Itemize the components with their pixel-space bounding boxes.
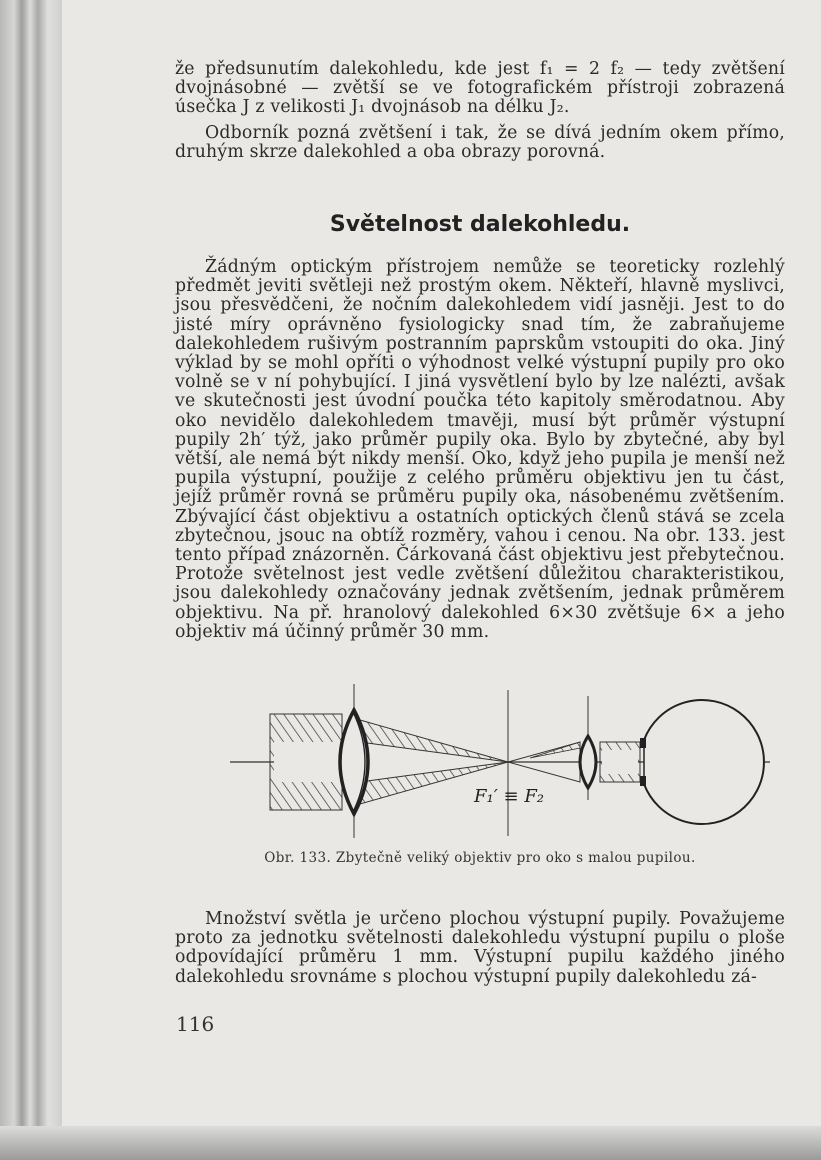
paragraph-main: Žádným optickým přístrojem nemůže se teoreticky rozlehlý předmět jeviti světleji než prostým okem. Někteří, hlavně myslivci, jsou přesvědčeni, že nočním dalekohledem vidí jasněji. Jest to do jisté míry oprávněno fysiologicky snad tím, že zabraňujeme dalekohledem rušivým postranním paprskům vstoupiti do oka. Jiný výklad by se mohl opříti o výhodnost velké výstupní pupily pro oko volně se v ní pohybující. I jiná vysvětlení bylo by lze nalézti, avšak ve skutečnosti jest úvodní poučka této kapitoly směrodatnou. Aby oko nevidělo dalekohledem tmavěji, musí být průměr výstupní pupily 2h′ týž, jako průměr pupily oka. Bylo by zbytečné, aby byl větší, ale nemá být nikdy menší. Oko, když jeho pupila je menší než pupila výstupní, použije z celého průměru objektivu jen tu část, jejíž průměr rovná se průměru pupily oka, násobenému zvětšením. Zbývající část objektivu a ostatních optických členů stává se zcela zbytečnou, jsouc na obtíž rozměry, vahou i cenou. Na obr. 133. jest tento případ znázorněn. Čárkovaná část objektivu jest přebytečnou. Protože světelnost jest vedle zvětšení důležitou charakteristikou, jsou dalekohledy označovány jednak zvětšením, jednak průměrem objektivu. Na př. hranolový dalekohled 6×30 zvětšuje 6× a jeho objektiv má účinný průměr 30 mm. — [175, 257, 785, 642]
focal-point-label: F₁′ ≡ F₂ — [474, 786, 545, 807]
beam-gap — [274, 742, 342, 782]
figure-caption: Obr. 133. Zbytečně veliký objektiv pro oko s malou pupilou. — [264, 850, 696, 866]
page-number: 116 — [176, 1012, 215, 1036]
section-heading: Světelnost dalekohledu. — [329, 212, 631, 237]
book-gutter — [0, 0, 62, 1160]
text-bottom — [175, 910, 785, 987]
eyepiece-lens — [580, 736, 596, 788]
diverging-cone-hatched — [530, 742, 580, 758]
text-main — [175, 258, 785, 642]
figure-133 — [230, 680, 770, 840]
paragraph-intro: že předsunutím dalekohledu, kde jest f₁ = 2 f₂ — tedy zvětšení dvojnásobné — zvětší se ve fotografickém přístroji zobrazená úsečka J z velikosti J₁ dvojnásob na délku J₂. — [175, 59, 785, 118]
paragraph-expert: Odborník pozná zvětšení i tak, že se dívá jedním okem přímo, druhým skrze dalekohled a oba obrazy porovná. — [175, 122, 785, 162]
text-top — [175, 60, 785, 162]
page-bottom-shadow — [0, 1126, 821, 1160]
eye-pupil — [640, 738, 646, 748]
paragraph-final: Množství světla je určeno plochou výstupní pupily. Považujeme proto za jednotku světelnosti dalekohledu výstupní pupilu o ploše odpovídající průměru 1 mm. Výstupní pupilu každého jiného dalekohledu srovnáme s plochou výstupní pupily dalekohledu zá- — [175, 909, 785, 987]
eye-globe — [644, 700, 764, 824]
